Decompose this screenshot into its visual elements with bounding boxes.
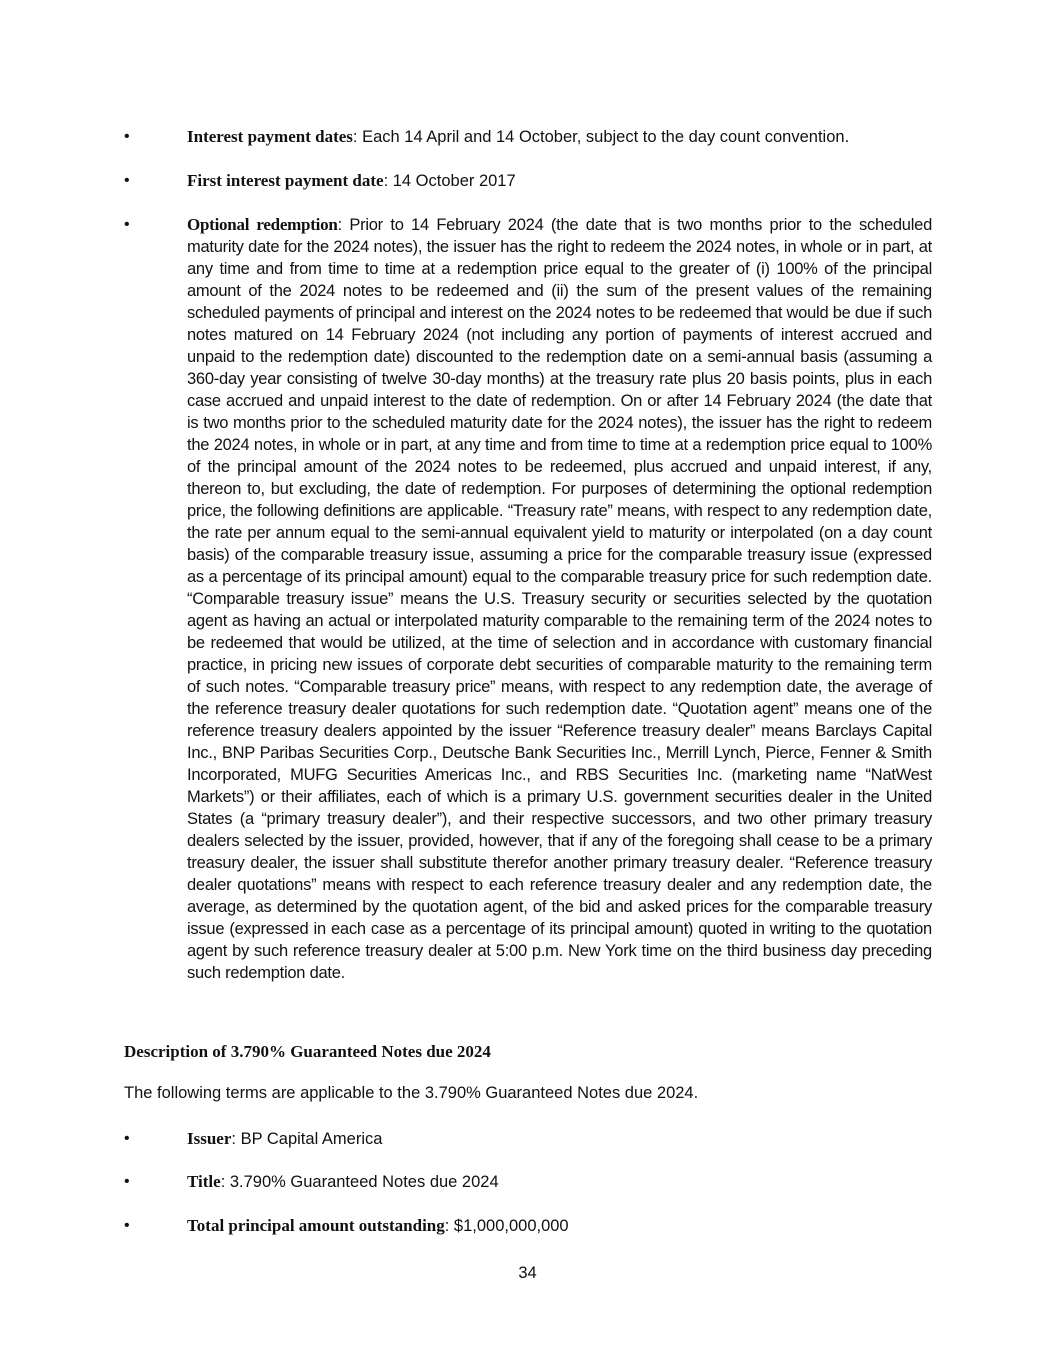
bullet-title (124, 1171, 932, 1193)
bullet-optional-redemption (124, 214, 932, 984)
term-text: : $1,000,000,000 (444, 1217, 569, 1235)
term-label: Total principal amount outstanding (187, 1216, 445, 1235)
term-text: : Each 14 April and 14 October, subject to the day count convention. (352, 128, 850, 146)
bullet-content (187, 126, 932, 148)
intro-paragraph: The following terms are applicable to the 3.790% Guaranteed Notes due 2024. (124, 1084, 699, 1102)
term-label: Issuer (187, 1129, 232, 1148)
bullet-content (187, 214, 932, 984)
bullet-content (187, 1128, 932, 1150)
bullet-symbol: • (124, 216, 130, 233)
term-text: : BP Capital America (231, 1130, 383, 1148)
bullet-symbol: • (124, 172, 130, 189)
term-text: : 14 October 2017 (383, 172, 516, 190)
bullet-content (187, 1215, 932, 1237)
term-label: Title (187, 1172, 221, 1191)
term-label: First interest payment date (187, 171, 384, 190)
bullet-interest-payment-dates (124, 126, 932, 148)
bullet-symbol: • (124, 1130, 130, 1147)
bullet-content (187, 170, 932, 192)
term-label: Optional redemption (187, 215, 338, 234)
term-text: : 3.790% Guaranteed Notes due 2024 (220, 1173, 499, 1191)
term-text: : Prior to 14 February 2024 (the date that is two months prior to the scheduled maturity date for the 2024 notes), the issuer has the right to redeem the 2024 notes, in whole or in part, at any time and from time to time at a redemption price equal to the greater of (i) 100% of the principal amount of the 2024 notes to be redeemed and (ii) the sum of the present values of the remaining scheduled payments of principal and interest on the 2024 notes to be redeemed that would be due if such notes matured on 14 February 2024 (not including any portion of payments of interest accrued and unpaid to the redemption date) discounted to the redemption date on a semi-annual basis (assuming a 360-day year consisting of twelve 30-day months) at the treasury rate plus 20 basis points, plus in each case accrued and unpaid interest to the date of redemption. On or after 14 February 2024 (the date that is two months prior to the scheduled maturity date for the 2024 notes), the issuer has the right to redeem the 2024 notes, in whole or in part, at any time and from time to time at a redemption price equal to 100% of the principal amount of the 2024 notes to be redeemed, plus accrued and unpaid interest, if any, thereon to, but excluding, the date of redemption. For purposes of determining the optional redemption price, the following definitions are applicable. “Treasury rate” means, with respect to any redemption date, the rate per annum equal to the semi-annual equivalent yield to maturity or interpolated (on a day count basis) of the comparable treasury issue, assuming a price for the comparable treasury issue (expressed as a percentage of its principal amount) equal to the comparable treasury price for such redemption date. “Comparable treasury issue” means the U.S. Treasury security or securities selected by the quotation agent as having an actual or interpolated maturity comparable to the remaining term of the 2024 notes to be redeemed that would be utilized, at the time of selection and in accordance with customary financial practice, in pricing new issues of corporate debt securities of comparable maturity to the remaining term of such notes. “Comparable treasury price” means, with respect to any redemption date, the average of the reference treasury dealer quotations for such redemption date. “Quotation agent” means one of the reference treasury dealers appointed by the issuer “Reference treasury dealer” means Barclays Capital Inc., BNP Paribas Securities Corp., Deutsche Bank Securities Inc., Merrill Lynch, Pierce, Fenner & Smith Incorporated, MUFG Securities Americas Inc., and RBS Securities Inc. (marketing name “NatWest Markets”) or their affiliates, each of which is a primary U.S. government securities dealer in the United States (a “primary treasury dealer”), and their respective successors, and two other primary treasury dealers selected by the issuer, provided, however, that if any of the foregoing shall cease to be a primary treasury dealer, the issuer shall substitute therefor another primary treasury dealer. “Reference treasury dealer quotations” means with respect to each reference treasury dealer and any redemption date, the average, as determined by the quotation agent, of the bid and asked prices for the comparable treasury issue (expressed in each case as a percentage of its principal amount) quoted in writing to the quotation agent by such reference treasury dealer at 5:00 p.m. New York time on the third business day preceding such redemption date. (187, 216, 932, 982)
bullet-symbol: • (124, 1217, 130, 1234)
bullet-symbol: • (124, 128, 130, 145)
term-label: Interest payment dates (187, 127, 353, 146)
bullet-issuer (124, 1128, 932, 1150)
section-heading: Description of 3.790% Guaranteed Notes due 2024 (124, 1042, 491, 1061)
bullet-content (187, 1171, 932, 1193)
bullet-symbol: • (124, 1173, 130, 1190)
page-number: 34 (518, 1264, 537, 1282)
bullet-total-principal (124, 1215, 932, 1237)
bullet-first-interest-payment-date (124, 170, 932, 192)
